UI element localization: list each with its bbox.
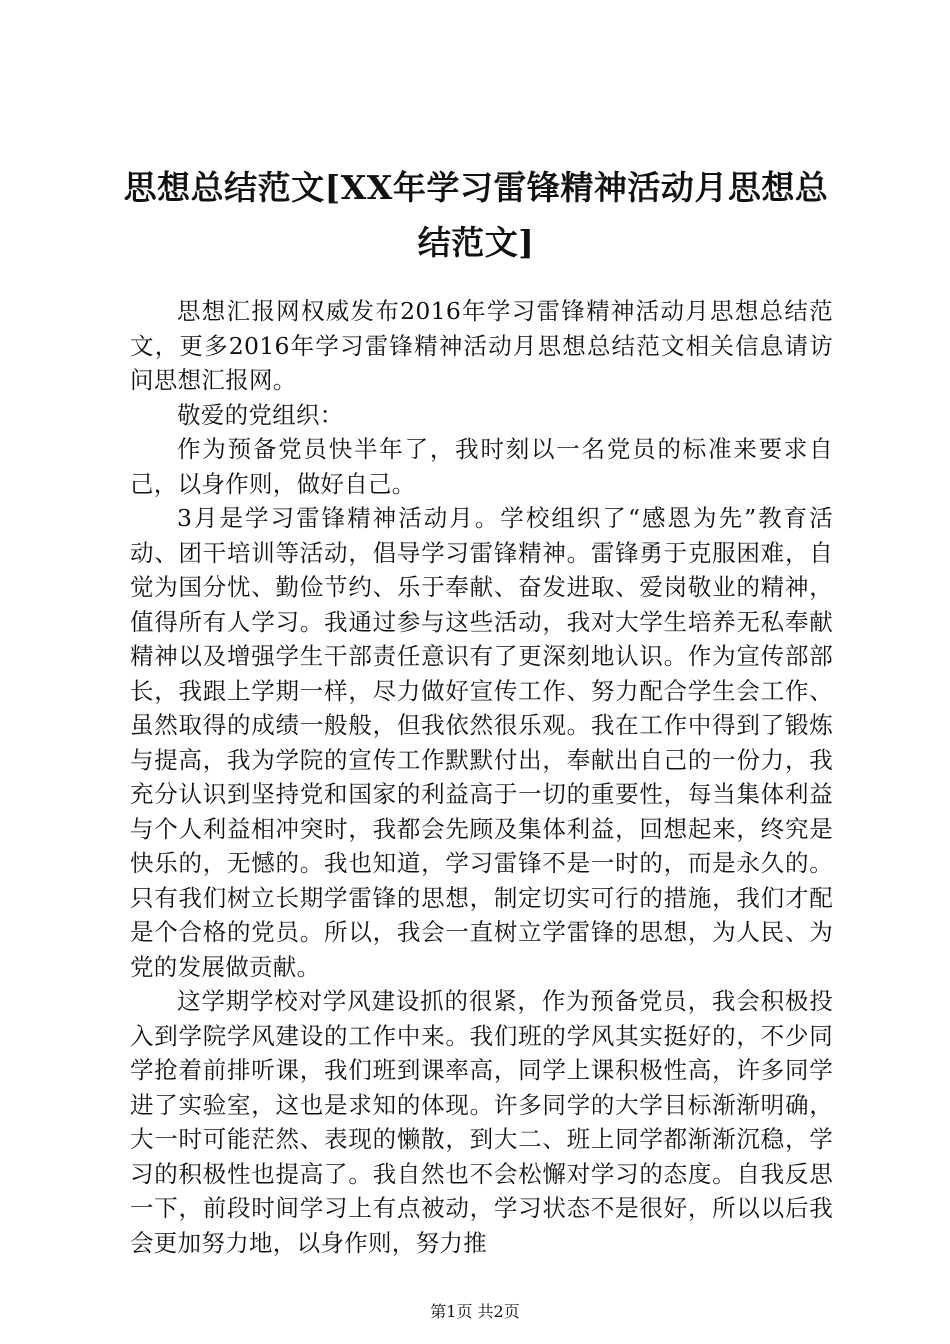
paragraph-1: 作为预备党员快半年了，我时刻以一名党员的标准来要求自己，以身作则，做好自己。: [130, 435, 833, 498]
document-title: 思想总结范文[XX年学习雷锋精神活动月思想总结范文]: [123, 168, 829, 262]
paragraph-intro: 思想汇报网权威发布2016年学习雷锋精神活动月思想总结范文，更多2016年学习雷锋精神活动月思想总结范文相关信息请访问思想汇报网。: [130, 297, 833, 394]
paragraph-3: 这学期学校对学风建设抓的很紧，作为预备党员，我会积极投入到学院学风建设的工作中来。我们班的学风其实挺好的，不少同学抢着前排听课，我们班到课率高，同学上课积极性高，许多同学进了实验室，这也是求知的体现。许多同学的大学目标渐渐明确，大一时可能茫然、表现的懒散，到大二、班上同学都渐渐沉稳，学习的积极性也提高了。我自然也不会松懈对学习的态度。自我反思一下，前段时间学习上有点被动，学习状态不是很好，所以以后我会更加努力地，以身作则，努力推: [130, 987, 833, 1257]
paragraph-salutation: 敬爱的党组织：: [177, 400, 344, 429]
document-body: [130, 294, 833, 1260]
page-footer: 第1页 共2页: [430, 1302, 520, 1321]
paragraph-2: 3月是学习雷锋精神活动月。学校组织了“感恩为先”教育活动、团干培训等活动，倡导学习雷锋精神。雷锋勇于克服困难，自觉为国分忧、勤俭节约、乐于奉献、奋发进取、爱岗敬业的精神，值得所有人学习。我通过参与这些活动，我对大学生培养无私奉献精神以及增强学生干部责任意识有了更深刻地认识。作为宣传部部长，我跟上学期一样，尽力做好宣传工作、努力配合学生会工作、虽然取得的成绩一般般，但我依然很乐观。我在工作中得到了锻炼与提高，我为学院的宣传工作默默付出，奉献出自己的一份力，我充分认识到坚持党和国家的利益高于一切的重要性，每当集体利益与个人利益相冲突时，我都会先顾及集体利益，回想起来，终究是快乐的，无憾的。我也知道，学习雷锋不是一时的，而是永久的。只有我们树立长期学雷锋的思想，制定切实可行的措施，我们才配是个合格的党员。所以，我会一直树立学雷锋的思想，为人民、为党的发展做贡献。: [130, 504, 834, 981]
